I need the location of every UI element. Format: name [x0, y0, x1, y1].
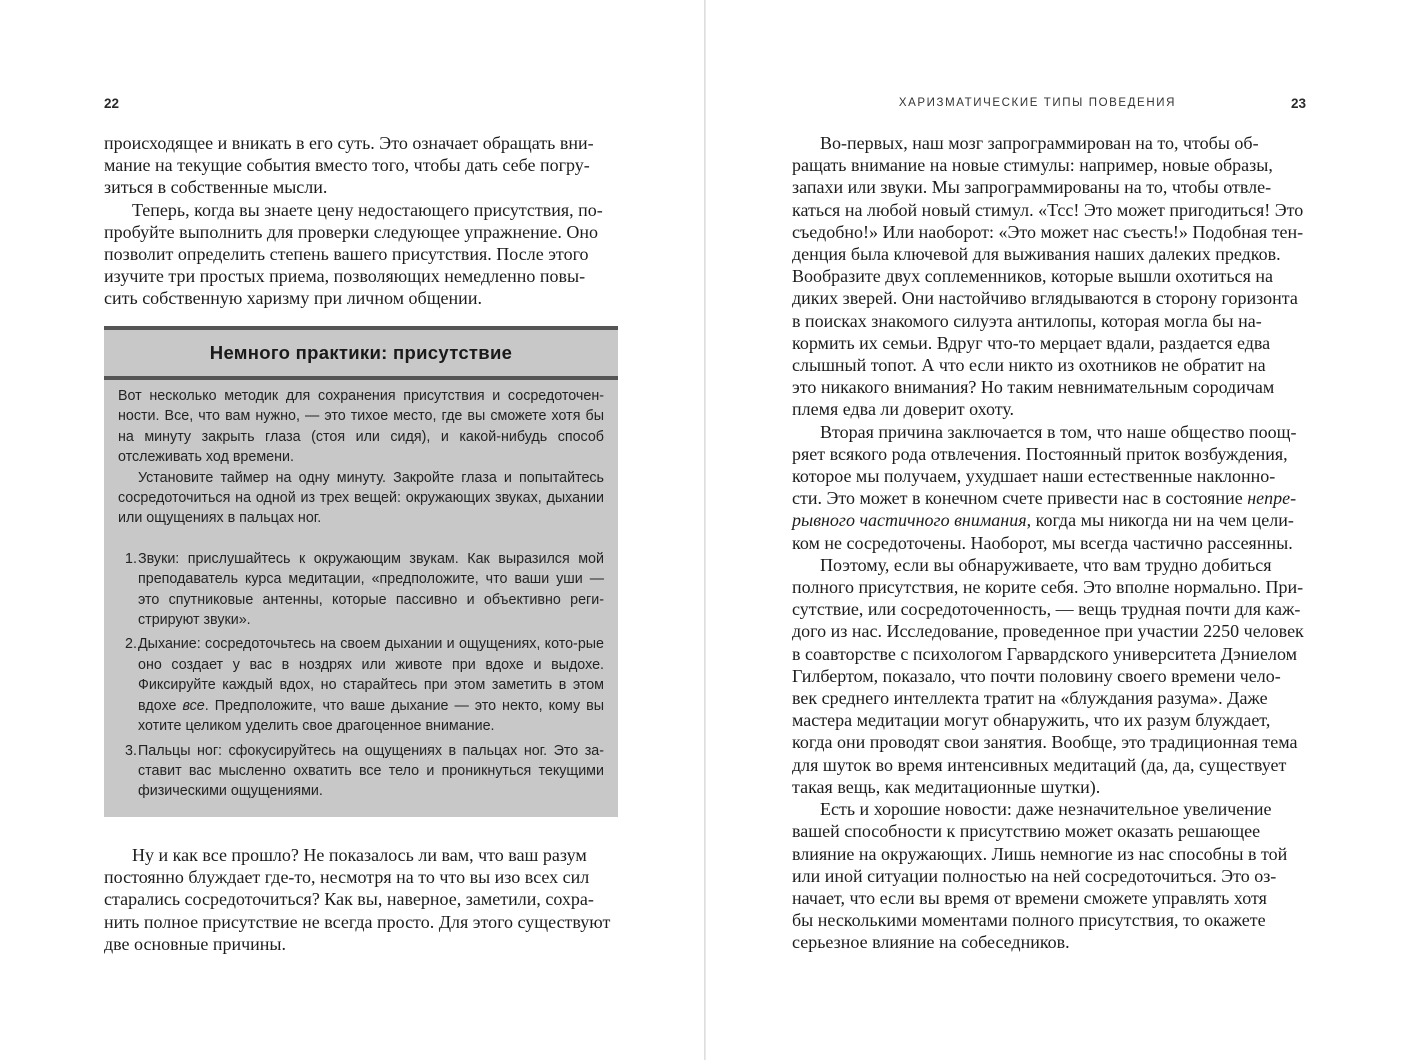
text-line: Вторая причина заключается в том, что наше общество поощ- — [820, 421, 1297, 442]
text-line: старались сосредоточиться? Как вы, наверное, заметили, сохра- — [104, 889, 594, 910]
paragraph — [792, 554, 1306, 798]
list-item — [118, 634, 604, 736]
text-line: которое мы получаем, ухудшает наши естественные наклонно- — [792, 466, 1276, 487]
right-body-text — [792, 132, 1306, 954]
text-line: пробуйте выполнить для проверки следующее упражнение. Оно — [104, 221, 598, 242]
paragraph — [104, 199, 618, 310]
left-outro-text — [104, 844, 618, 955]
text-line: слышный топот. А что если никто из охотников не обратит на — [792, 355, 1266, 376]
text-line: , когда мы никогда ни на чем цели- — [1026, 510, 1294, 531]
text-line: нить полное присутствие не всегда просто. Для этого существуют — [104, 911, 611, 932]
list-item — [118, 741, 604, 802]
text-line: Теперь, когда вы знаете цену недостающего присутствия, по- — [132, 199, 603, 220]
paragraph — [792, 132, 1306, 421]
book-spine — [704, 0, 706, 1060]
text-line: такая вещь, как медитационные шутки). — [792, 776, 1101, 797]
text-line: это никакого внимания? Но таким невнимательным сородичам — [792, 377, 1275, 398]
text-line: мание на текущие события вместо того, чтобы дать себе погру- — [104, 155, 590, 176]
practice-sidebar — [104, 326, 618, 817]
paragraph — [104, 132, 618, 199]
paragraph — [792, 421, 1306, 554]
text-line: зиться в собственные мысли. — [104, 177, 328, 198]
text-line: денция была ключевой для выживания наших далеких предков. — [792, 244, 1281, 265]
left-intro-text — [104, 132, 618, 310]
text-line: Ну и как все прошло? Не показалось ли вам, что ваш разум — [132, 845, 587, 865]
italic-phrase: рывного частичного внимания — [792, 510, 1027, 531]
text-line: ком не сосредоточены. Наоборот, мы всегда частично рассеянны. — [792, 532, 1293, 553]
text-line: две основные причины. — [104, 933, 287, 954]
text-line: мастера медитации могут обнаружить, что их разум блуждает, — [792, 710, 1271, 731]
text-line: для шуток во время интенсивных медитаций (да, да, существует — [792, 754, 1287, 775]
text-line: начает, что если вы время от времени сможете управлять хотя — [792, 887, 1267, 908]
text-line: происходящее и вникать в его суть. Это означает обращать вни- — [104, 133, 594, 153]
list-item-number: 3. — [125, 742, 137, 759]
sidebar-body — [104, 380, 618, 802]
text-line: ращать внимание на новые стимулы: например, новые образы, — [792, 155, 1273, 176]
list-item-text: . Предположите, что ваше дыхание — это некто, кому вы хотите целиком уделить свое драгоценное внимание. — [138, 697, 605, 735]
list-item-number: 1. — [125, 550, 137, 567]
text-line: изучите три простых приема, позволяющих немедленно повы- — [104, 266, 586, 287]
text-line: Во-первых, наш мозг запрограммирован на то, чтобы об- — [820, 133, 1259, 153]
text-line: Поэтому, если вы обнаруживаете, что вам трудно добиться — [820, 554, 1272, 575]
right-page — [792, 0, 1306, 1060]
list-item — [118, 549, 604, 631]
text-line: серьезное влияние на собеседников. — [792, 932, 1070, 953]
left-page — [104, 0, 618, 1060]
text-line: Есть и хорошие новости: даже незначительное увеличение — [820, 799, 1272, 820]
text-line: постоянно блуждает где-то, несмотря на то что вы изо всех сил — [104, 867, 590, 888]
text-line: Вообразите двух соплеменников, которые вышли охотиться на — [792, 266, 1273, 287]
paragraph — [792, 798, 1306, 953]
list-item-italic: все — [182, 697, 205, 714]
page-number-right: 23 — [1290, 96, 1306, 111]
list-item-text: Пальцы ног: сфокусируйтесь на ощущениях в пальцах ног. Это за-ставит вас мысленно охватить все тело и проникнуться текущими физическими ощущениями. — [138, 742, 604, 800]
sidebar-paragraph-2: Установите таймер на одну минуту. Закройте глаза и попытайтесь сосредоточиться на одной из трех вещей: окружающих звуках, дыхании или ощущениях в пальцах ног. — [118, 469, 604, 527]
text-line: диких зверей. Они настойчиво вглядываются в сторону горизонта — [792, 288, 1298, 309]
text-line: сти. Это может в конечном счете привести нас в состояние — [792, 488, 1248, 509]
text-line: сить собственную харизму при личном общении. — [104, 288, 482, 309]
text-line: съедобно!» Или наоборот: «Это может нас съесть!» Подобная тен- — [792, 221, 1304, 242]
text-line: когда они проводят свои занятия. Вообще, это традиционная тема — [792, 732, 1298, 753]
text-line: запахи или звуки. Мы запрограммированы на то, чтобы отвле- — [792, 177, 1272, 198]
text-line: бы несколькими моментами полного присутствия, то окажете — [792, 910, 1266, 931]
text-line: в соавторстве с психологом Гарвардского университета Дэниелом — [792, 643, 1298, 664]
text-line: век среднего интеллекта тратит на «блуждания разума». Даже — [792, 688, 1268, 709]
text-line: Гилбертом, показало, что почти половину своего времени чело- — [792, 665, 1281, 686]
text-line: ряет всякого рода отвлечения. Постоянный приток возбуждения, — [792, 443, 1288, 464]
running-title: ХАРИЗМАТИЧЕСКИЕ ТИПЫ ПОВЕДЕНИЯ — [898, 97, 1176, 109]
sidebar-paragraph-1: Вот несколько методик для сохранения присутствия и сосредоточен-ности. Все, что вам нужно, — это тихое место, где вы сможете хотя бы на минуту закрыть глаза (стоя или сидя), и какой-нибудь способ отслеживать ход времени. — [118, 388, 604, 466]
text-line: сутствие, или сосредоточенность, — вещь трудная почти для каж- — [792, 599, 1301, 620]
text-line: или иной ситуации полностью на ней сосредоточиться. Это оз- — [792, 865, 1277, 886]
text-line: племя едва ли доверит охоту. — [792, 399, 1015, 420]
text-line: вашей способности к присутствию может оказать решающее — [792, 821, 1261, 842]
sidebar-title: Немного практики: присутствие — [104, 326, 618, 380]
text-line: кормить их семьи. Вдруг что-то мерцает вдали, раздается едва — [792, 332, 1271, 353]
text-line: каться на любой новый стимул. «Тсс! Это может пригодиться! Это — [792, 199, 1304, 220]
left-running-head — [104, 96, 618, 116]
page-number-left: 22 — [104, 96, 120, 111]
text-line: позволит определить степень вашего присутствия. После этого — [104, 244, 589, 265]
paragraph — [104, 844, 618, 955]
sidebar-list — [118, 549, 604, 802]
text-line: дого из нас. Исследование, проведенное при участии 2250 человек — [792, 621, 1304, 642]
list-item-text: Звуки: прислушайтесь к окружающим звукам. Как выразился мой преподаватель курса медитации, «предположите, что ваши уши — это спутниковые антенны, которые пассивно и объективно реги-стрируют звуки». — [138, 550, 604, 629]
text-line: полного присутствия, не корите себя. Это вполне нормально. При- — [792, 577, 1304, 598]
text-line: в поисках знакомого силуэта антилопы, которая могла бы на- — [792, 310, 1262, 331]
right-running-head — [792, 96, 1306, 116]
italic-phrase: непре- — [1247, 488, 1297, 509]
list-item-text: Дыхание: сосредоточьтесь на своем дыхании и ощущениях, кото-рые оно создает у вас в ноздрях или животе при вдохе и выдохе. Фиксируйте каждый вдох, но старайтесь при этом заметить в этом вдохе — [138, 636, 604, 714]
list-item-number: 2. — [125, 636, 137, 653]
text-line: влияние на окружающих. Лишь немногие из нас способны в той — [792, 843, 1288, 864]
